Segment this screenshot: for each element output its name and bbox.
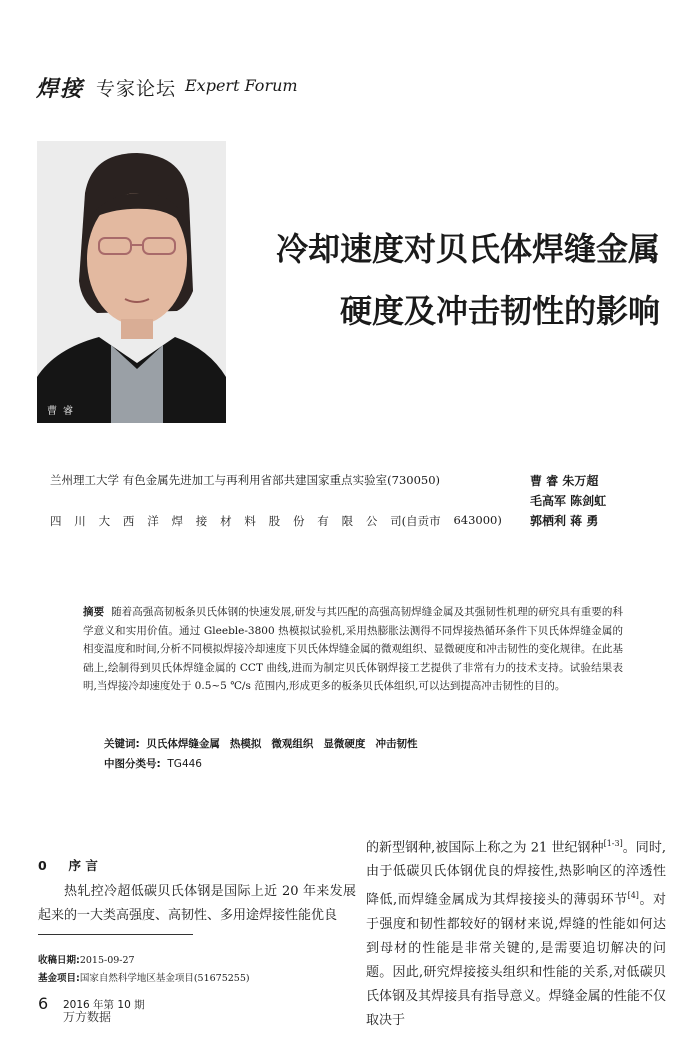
affiliation-2-char: 接 — [195, 514, 208, 528]
affiliation-2-char: 大 — [98, 514, 111, 528]
column-name-cn: 专家论坛 — [96, 78, 177, 100]
affiliation-2-char: 川 — [74, 514, 86, 528]
affiliation-2-char: 焊 — [171, 514, 183, 528]
keyword-item: 贝氏体焊缝金属 — [146, 738, 220, 750]
keyword-item: 显微硬度 — [323, 738, 366, 750]
section-title: 序 言 — [68, 858, 98, 873]
affiliation-2 — [50, 513, 502, 529]
affiliation-2-char: 料 — [244, 514, 256, 528]
section-heading — [38, 856, 98, 874]
citation-ref: [4] — [627, 891, 639, 901]
fund-label: 基金项目: — [38, 973, 80, 984]
affiliation-2-char: 司(自贡市 — [390, 514, 441, 528]
author-photo — [37, 141, 226, 423]
body-right-part-3: 。对于强度和韧性都较好的钢材来说,焊缝的性能如何达到母材的性能是非常关键的,是需要追切解决的问题。因此,研究焊接接头组织和性能的关系,对低碳贝氏体钢及其焊接具有指导意义。焊缝金属的性能不仅取决于 — [366, 892, 666, 1028]
affiliation-2-char: 西 — [122, 514, 135, 528]
clc-value: TG446 — [167, 758, 202, 770]
page-number: 6 — [38, 994, 49, 1013]
authors-line-2: 毛高军 陈剑虹 — [530, 494, 607, 508]
affiliation-2-char: 股 — [268, 514, 281, 528]
body-right-part-2: 。同时,由于低碳贝氏体钢优良的焊接性,热影响区的淬透性降低,而焊缝金属成为其焊接接头的薄弱环节 — [366, 840, 666, 908]
keyword-item: 热模拟 — [229, 738, 262, 750]
affiliation-2-char: 四 — [50, 514, 62, 528]
keywords-label: 关键词: — [104, 738, 140, 750]
journal-brand: 焊接 — [36, 76, 85, 102]
citation-ref: [1-3] — [603, 839, 623, 848]
abstract — [83, 603, 623, 696]
photo-caption: 曹睿 — [47, 406, 79, 417]
clc-label: 中图分类号: — [104, 758, 161, 770]
classification-number — [104, 756, 202, 771]
affiliation-2-char: 材 — [220, 514, 232, 528]
authors-line-3: 郭栖利 蒋 勇 — [530, 514, 599, 528]
received-label: 收稿日期: — [38, 955, 80, 966]
abstract-text: 随着高强高韧板条贝氏体钢的快速发展,研发与其匹配的高强高韧焊缝金属及其强韧性机理的研究具有重要的科学意义和实用价值。通过 Gleeble-3800 热模拟试验机,采用热膨胀法测得不同焊接热循环条件下贝氏体焊缝金属的相变温度和时间,分析不同模拟焊接冷却速度下贝氏体焊缝金属的微观组织、显微硬度和冲击韧性的变化规律。在此基础上,绘制得到贝氏体焊缝金属的 CCT 曲线,进而为制定贝氏体钢焊接工艺提供了非常有力的技术支持。试验结果表明,当焊接冷却速度处于 0.5~5 ℃/s 范围内,形成更多的板条贝氏体组织,可以达到提高冲击韧性的目的。 — [83, 606, 624, 692]
fund-note — [38, 970, 250, 984]
keyword-item: 微观组织 — [271, 738, 314, 750]
keywords — [104, 736, 417, 751]
authors-line-1: 曹 睿 朱万超 — [530, 474, 599, 488]
section-number: 0 — [38, 858, 47, 873]
portrait-image — [37, 141, 226, 423]
body-text-left: 热轧控冷超低碳贝氏体钢是国际上近 20 年来发展起来的一大类高强度、高韧性、多用途焊接性能优良 — [38, 884, 356, 923]
issue-label: 2016 年第 10 期 — [63, 999, 145, 1011]
body-text-right — [366, 832, 666, 1033]
affiliation-2-char: 有 — [317, 514, 329, 528]
keyword-item: 冲击韧性 — [375, 738, 418, 750]
column-name-en: Expert Forum — [185, 76, 298, 95]
affiliation-2-char: 643000) — [453, 513, 502, 527]
received-value: 2015-09-27 — [79, 955, 135, 966]
affiliation-1: 兰州理工大学 有色金属先进加工与再利用省部共建国家重点实验室(730050) — [50, 473, 441, 487]
received-date-note — [38, 952, 135, 966]
article-title-line1: 冷却速度对贝氏体焊缝金属 — [275, 230, 660, 268]
affiliation-2-char: 洋 — [147, 514, 159, 528]
affiliation-2-char: 公 — [365, 514, 378, 528]
article-title-line2: 硬度及冲击韧性的影响 — [339, 292, 660, 330]
affiliation-2-char: 限 — [341, 514, 354, 528]
footnote-rule — [38, 934, 193, 935]
body-right-part-1: 的新型钢种,被国际上称之为 21 世纪钢种 — [366, 840, 604, 856]
fund-value: 国家自然科学地区基金项目(51675255) — [79, 973, 250, 984]
abstract-label: 摘要 — [83, 606, 105, 618]
watermark-text: 万方数据 — [63, 1010, 112, 1024]
affiliation-2-char: 份 — [292, 514, 305, 528]
